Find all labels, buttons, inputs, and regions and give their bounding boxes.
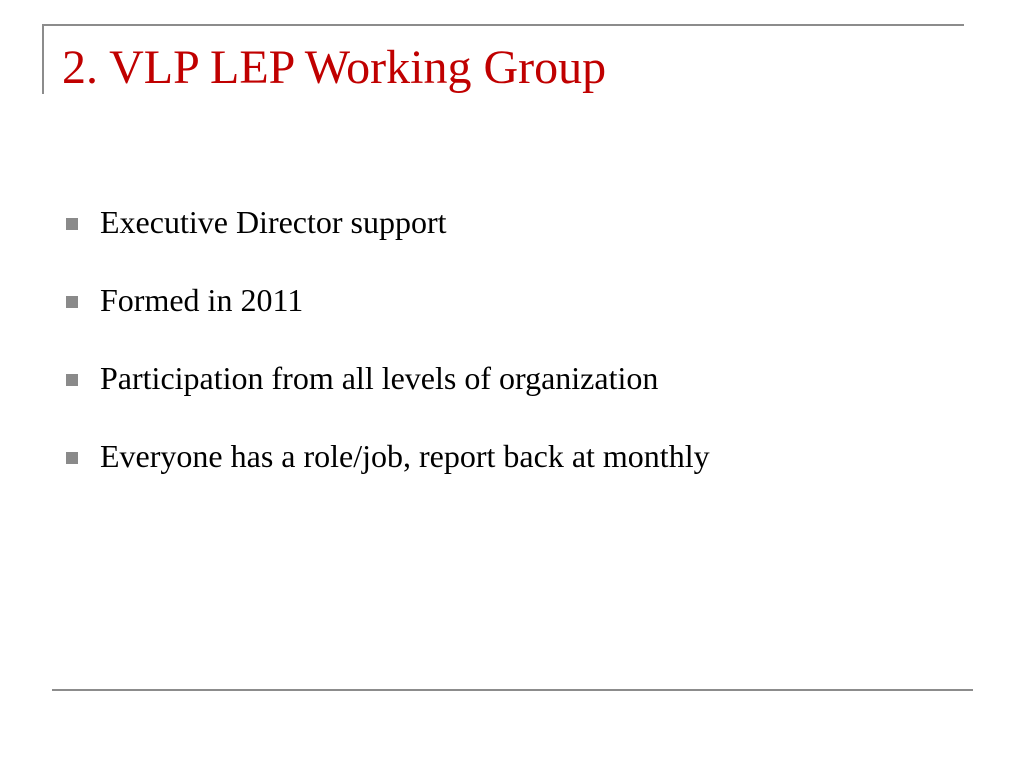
frame-left-rule: [42, 24, 44, 94]
square-bullet-icon: [66, 374, 78, 386]
footer-rule: [52, 689, 973, 691]
bullet-text: Formed in 2011: [100, 282, 304, 318]
bullet-text: Executive Director support: [100, 204, 447, 240]
bullet-text: Participation from all levels of organization: [100, 360, 659, 396]
bullet-text: Everyone has a role/job, report back at monthly: [100, 438, 710, 474]
square-bullet-icon: [66, 452, 78, 464]
frame-top-rule: [42, 24, 964, 26]
slide-title: 2. VLP LEP Working Group: [62, 41, 607, 94]
square-bullet-icon: [66, 218, 78, 230]
square-bullet-icon: [66, 296, 78, 308]
